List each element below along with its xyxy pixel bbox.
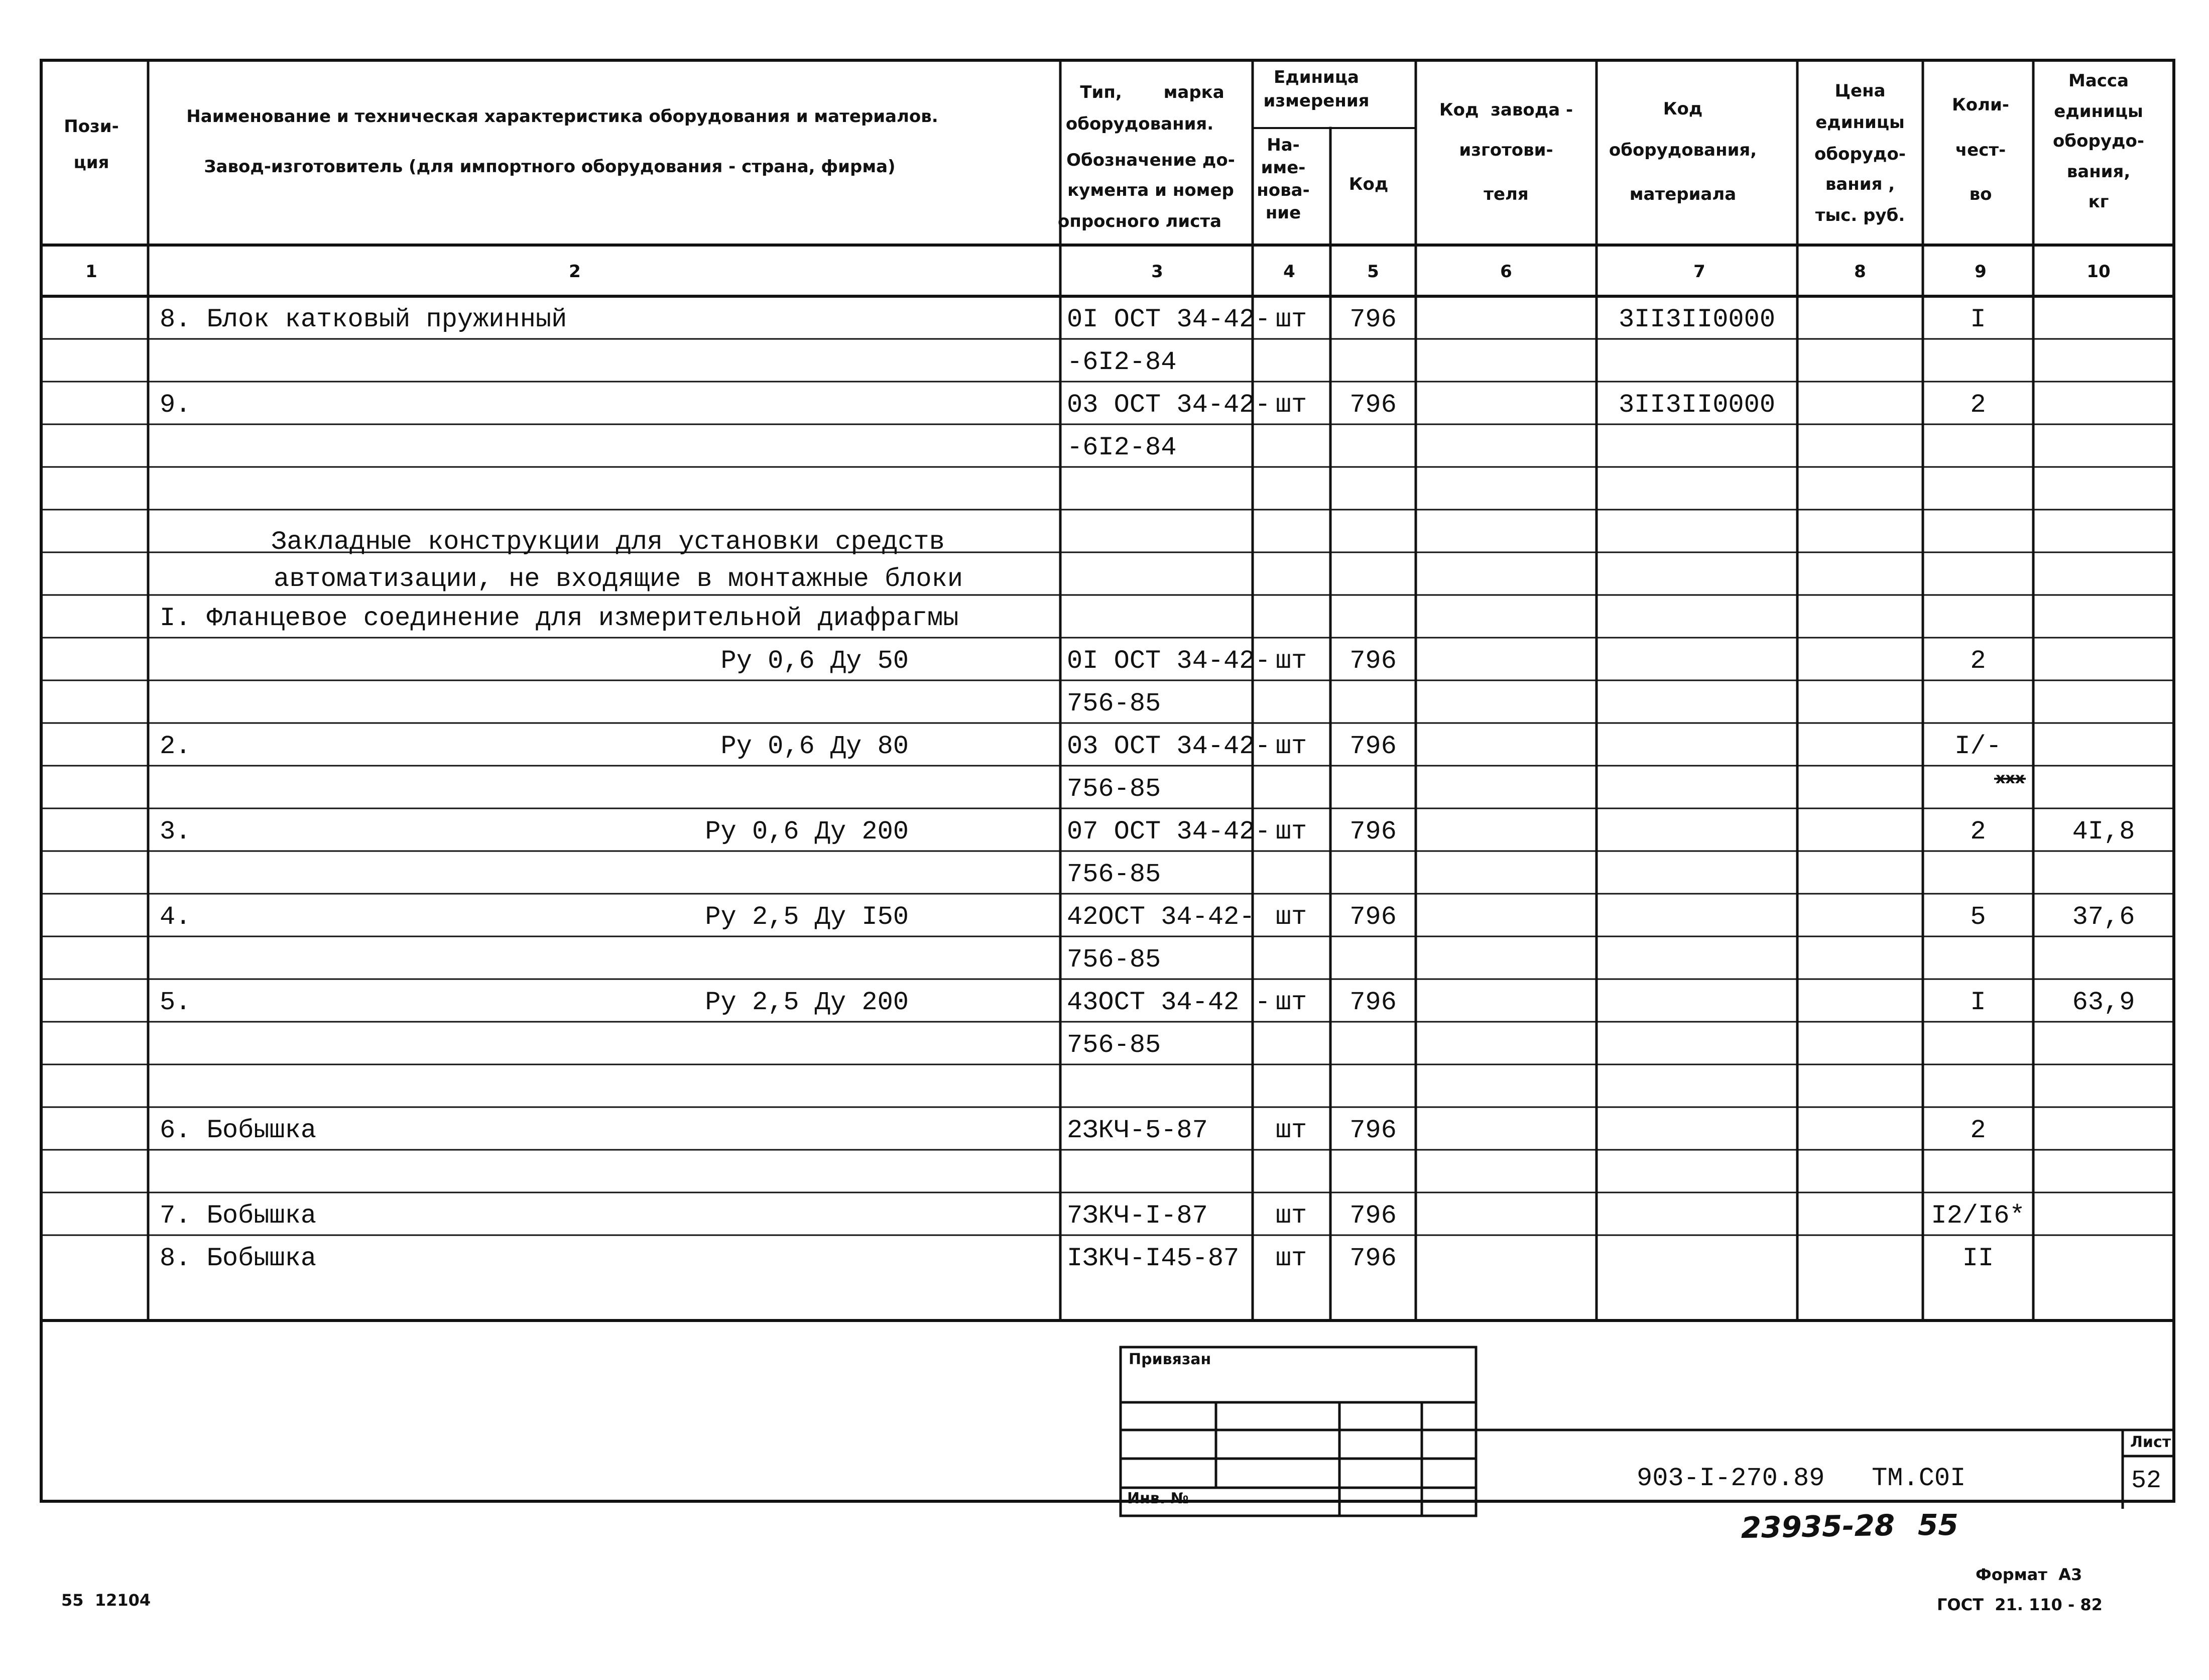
row-code: 796 [1349,1116,1397,1145]
row-quantity: 2 [1970,1116,1986,1145]
header-col2-line2: Завод-изготовитель (для импортного оборудования - страна, фирма) [204,157,896,177]
header-col3-line3: Обозначение до- [1066,150,1235,170]
row-code: 796 [1349,1244,1397,1273]
row-document: 756-85 [1067,1030,1161,1060]
row-quantity: 5 [1970,902,1986,932]
header-unit-line2: измерения [1263,91,1370,111]
sheet-number: 52 [2131,1467,2162,1495]
row-unit: шт [1275,902,1307,932]
table-header [64,67,2144,231]
header-col2-line1: Наименование и техническая характеристика оборудования и материалов. [186,106,938,127]
row-mass: 4I,8 [2072,817,2135,847]
row-equipment-code: 3II3II0000 [1618,390,1776,420]
format-label: Формат А3 [1976,1565,2082,1584]
col-number: 1 [85,262,97,282]
row-document: 03 ОСТ 34-42- [1067,390,1271,420]
row-code: 796 [1349,732,1397,761]
row-code: 796 [1349,902,1397,932]
row-code: 796 [1349,817,1397,847]
header-col8-line3: оборудо- [1814,144,1906,164]
col-number: 9 [1975,262,1987,282]
row-document: -6I2-84 [1067,433,1177,462]
header-col8-line4: вания , [1825,174,1895,194]
col-number: 5 [1367,262,1379,282]
qty-strike-note [1994,770,2026,787]
header-unit-line1: Единица [1274,67,1359,87]
row-name: 5. [160,988,191,1017]
row-document: 03 ОСТ 34-42- [1067,732,1271,761]
col-number: 3 [1151,262,1163,282]
row-document: 756-85 [1067,945,1161,975]
header-col10-line2: единицы [2054,101,2143,122]
row-unit: шт [1275,646,1307,676]
header-col3-line4: кумента и номер [1067,180,1234,200]
header-col9-line2: чест- [1955,140,2006,160]
row-document: 07 ОСТ 34-42- [1067,817,1271,847]
row-unit: шт [1275,390,1307,420]
header-col3-line1: Тип, марка [1080,82,1224,102]
row-mass: 63,9 [2072,988,2135,1017]
header-col8-line2: единицы [1815,112,1905,133]
row-unit: шт [1275,732,1307,761]
privyazan-label: Привязан [1129,1351,1211,1368]
header-col8-line5: тыс. руб. [1815,205,1905,225]
row-name: 8. Бобышка [160,1244,317,1273]
row-quantity: 2 [1970,817,1986,847]
header-col10-line1: Масса [2068,71,2129,91]
row-unit: шт [1275,817,1307,847]
row-quantity: I/- [1954,732,2002,761]
row-quantity: I [1970,305,1986,334]
row-code: 796 [1349,305,1397,334]
row-document: 756-85 [1067,774,1161,804]
svg-text:ххх: ххх [1996,770,2025,787]
header-col6-line1: Код завода - [1439,100,1573,120]
sheet-label: Лист [2130,1433,2171,1451]
row-name: 9. [160,390,191,420]
header-col3-line5: опросного листа [1057,211,1222,231]
header-col9-line3: во [1969,184,1992,204]
row-name: 2. [160,732,191,761]
row-quantity: 2 [1970,646,1986,676]
row-code: 796 [1349,646,1397,676]
header-col4-line2: име- [1261,158,1306,178]
col-number: 10 [2087,262,2111,282]
col-number: 7 [1693,262,1705,282]
header-col4-line4: ние [1265,203,1301,223]
row-unit: шт [1275,1244,1307,1273]
footer [61,1565,2103,1614]
header-col10-line5: кг [2088,192,2109,212]
row-document: 0I ОСТ 34-42- [1067,305,1271,334]
row-unit: шт [1275,305,1307,334]
header-col10-line4: вания, [2066,162,2131,182]
section-heading-line1: Закладные конструкции для установки средств [271,527,945,557]
row-code: 796 [1349,1201,1397,1231]
handwritten-archive-number [1741,1508,1958,1545]
header-col3-line2: оборудования. [1065,114,1214,134]
row-equipment-code: 3II3II0000 [1618,305,1776,334]
header-col9-line1: Коли- [1952,95,2009,115]
row-code: 796 [1349,988,1397,1017]
col-number: 2 [569,262,581,282]
archive-number: 23935-28 [1741,1508,1895,1545]
header-col10-line3: оборудо- [2053,131,2144,151]
row-quantity: I2/I6* [1931,1201,2025,1231]
col-number: 4 [1283,262,1295,282]
header-col7-line2: оборудования, [1609,140,1757,160]
row-document: 43ОСТ 34-42 - [1067,988,1271,1017]
row-document: 756-85 [1067,689,1161,718]
row-name: 6. Бобышка [160,1116,317,1145]
document-designation: 903-I-270.89 ТМ.С0I [1637,1464,1966,1493]
row-document: 7ЗКЧ-I-87 [1067,1201,1208,1231]
row-mass: 37,6 [2072,902,2135,932]
row-unit: шт [1275,1116,1307,1145]
col-number: 6 [1500,262,1512,282]
row-spec: Ру 2,5 Ду 200 [705,988,909,1017]
row-quantity: II [1962,1244,1994,1273]
row-spec: Ру 0,6 Ду 200 [705,817,909,847]
row-document: IЗКЧ-I45-87 [1067,1244,1240,1273]
row-spec: Ру 2,5 Ду I50 [705,902,909,932]
row-document: 756-85 [1067,860,1161,889]
row-name: 4. [160,902,191,932]
section-heading [271,527,963,594]
inventory-number-label: Инв. № [1127,1490,1189,1507]
row-quantity: I [1970,988,1986,1017]
table-body [160,305,2135,1273]
header-col7-line3: материала [1629,184,1737,204]
row-name: 8. Блок катковый пружинный [160,305,567,334]
row-quantity: 2 [1970,390,1986,420]
header-col5: Код [1348,174,1389,194]
header-col6-line3: теля [1484,184,1529,204]
col-number: 8 [1854,262,1866,282]
row-unit: шт [1275,988,1307,1017]
row-name: 3. [160,817,191,847]
header-col6-line2: изготови- [1459,140,1553,160]
gost-label: ГОСТ 21. 110 - 82 [1937,1595,2103,1614]
row-document: 2ЗКЧ-5-87 [1067,1116,1208,1145]
row-document: -6I2-84 [1067,347,1177,377]
header-col7-line1: Код [1663,99,1703,119]
header-col4-line1: На- [1267,135,1300,155]
row-name: 7. Бобышка [160,1201,317,1231]
header-col4-line3: нова- [1257,180,1310,200]
header-col1-line2: ция [73,153,109,173]
row-unit: шт [1275,1201,1307,1231]
row-spec: Ру 0,6 Ду 50 [720,646,909,676]
header-col8-line1: Цена [1834,81,1886,101]
row-spec: Ру 0,6 Ду 80 [720,732,909,761]
column-number-row [85,262,2111,282]
archive-page: 55 [1918,1508,1958,1542]
section-heading-line2: автоматизации, не входящие в монтажные блоки [274,564,963,594]
header-col1-line1: Пози- [64,116,119,137]
row-document: 42ОСТ 34-42- [1067,902,1255,932]
row-code: 796 [1349,390,1397,420]
row-document: 0I ОСТ 34-42- [1067,646,1271,676]
row-name: I. Фланцевое соединение для измерительной диафрагмы [160,604,959,633]
left-code: 55 12104 [61,1591,151,1610]
